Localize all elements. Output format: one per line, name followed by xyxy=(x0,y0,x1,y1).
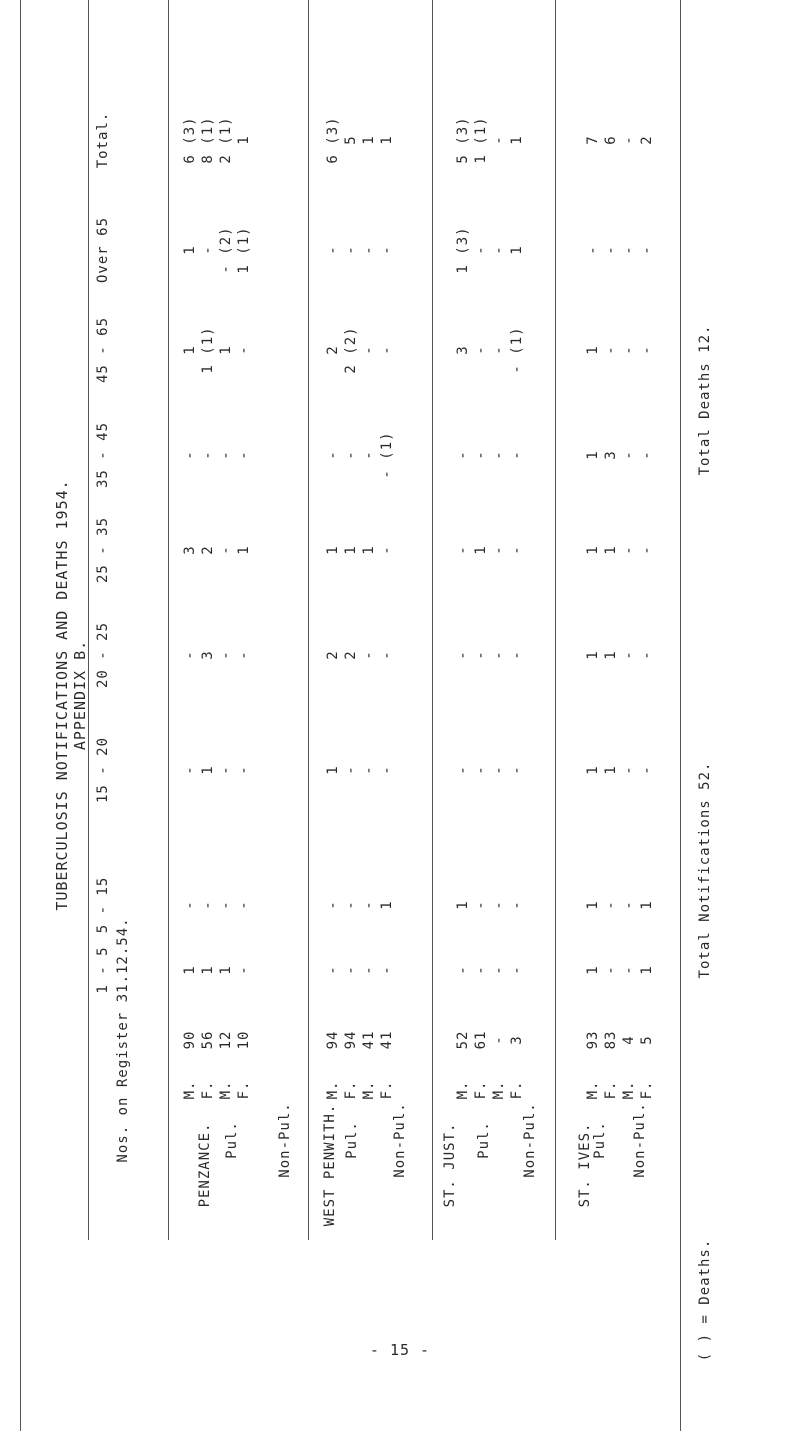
table-cell: - xyxy=(473,345,489,355)
table-cell: - xyxy=(218,650,234,660)
table-cell: 1 xyxy=(218,345,234,355)
table-cell: - xyxy=(200,245,216,255)
table-cell: - xyxy=(491,450,507,460)
table-cell: - xyxy=(491,965,507,975)
table-cell: 2 xyxy=(325,650,341,660)
row-sex-label: F. xyxy=(236,1080,252,1100)
table-cell: 2 xyxy=(200,545,216,555)
table-cell: - (2) xyxy=(218,226,234,274)
table-cell: - xyxy=(509,650,525,660)
table-cell: - xyxy=(491,545,507,555)
table-cell: - xyxy=(182,450,198,460)
page-number: - 15 - xyxy=(369,1341,431,1359)
table-cell: - xyxy=(236,650,252,660)
table-cell: 61 xyxy=(473,1030,489,1050)
table-cell: - xyxy=(455,450,471,460)
table-cell: - xyxy=(509,900,525,910)
table-cell: 1 xyxy=(585,345,601,355)
table-cell: - xyxy=(621,900,637,910)
table-cell: - xyxy=(603,900,619,910)
row-sex-label: F. xyxy=(343,1080,359,1100)
deaths-legend: ( ) = Deaths. xyxy=(697,1238,713,1362)
table-cell: - xyxy=(361,345,377,355)
table-cell: - xyxy=(182,765,198,775)
table-cell: - xyxy=(639,650,655,660)
row-type-label: Non-Pul. xyxy=(632,1102,648,1178)
row-type-label: Pul. xyxy=(344,1121,360,1159)
table-cell: 1 xyxy=(603,650,619,660)
table-cell: 1 xyxy=(603,545,619,555)
column-header-a25_35: 25 - 35 xyxy=(95,516,111,584)
table-cell: - xyxy=(603,245,619,255)
table-cell: 1 xyxy=(379,900,395,910)
table-cell: - xyxy=(218,545,234,555)
table-cell: 1 xyxy=(218,965,234,975)
row-sex-label: M. xyxy=(455,1080,471,1100)
table-cell: 1 xyxy=(473,545,489,555)
table-cell: - xyxy=(218,450,234,460)
table-cell: - xyxy=(379,650,395,660)
table-cell: - xyxy=(236,900,252,910)
table-cell: - xyxy=(343,765,359,775)
table-cell: 1 xyxy=(200,765,216,775)
row-sex-label: M. xyxy=(585,1080,601,1100)
table-cell: - xyxy=(621,650,637,660)
row-sex-label: M. xyxy=(182,1080,198,1100)
table-cell: - xyxy=(361,650,377,660)
table-cell: - xyxy=(473,765,489,775)
table-cell: 1 xyxy=(182,965,198,975)
table-cell: 1 xyxy=(361,135,377,145)
table-cell: 1 (1) xyxy=(236,226,252,274)
table-rule xyxy=(20,0,21,1431)
total-notifications: Total Notifications 52. xyxy=(697,761,713,979)
column-header-over65: Over 65 xyxy=(95,216,111,284)
table-cell: - xyxy=(236,765,252,775)
row-type-label: Non-Pul. xyxy=(277,1102,293,1178)
table-cell: 1 (1) xyxy=(200,326,216,374)
page-title: TUBERCULOSIS NOTIFICATIONS AND DEATHS 1954. xyxy=(53,479,71,911)
column-header-a35_45: 35 - 45 xyxy=(95,421,111,489)
table-cell: - xyxy=(379,965,395,975)
table-rule xyxy=(88,0,89,1240)
table-cell: 1 (1) xyxy=(473,116,489,164)
table-cell: - xyxy=(491,345,507,355)
column-header-a15_20: 15 - 20 xyxy=(95,736,111,804)
table-cell: 1 xyxy=(639,965,655,975)
table-cell: - xyxy=(473,245,489,255)
table-cell: - xyxy=(325,965,341,975)
table-cell: - xyxy=(639,765,655,775)
table-cell: - xyxy=(182,900,198,910)
table-cell: 3 xyxy=(455,345,471,355)
district-name: WEST PENWITH. xyxy=(322,1103,338,1227)
table-cell: 41 xyxy=(361,1030,377,1050)
table-cell: - xyxy=(236,450,252,460)
table-cell: 5 xyxy=(639,1035,655,1045)
table-rule xyxy=(680,0,681,1431)
table-cell: 1 xyxy=(509,245,525,255)
table-cell: 1 xyxy=(182,345,198,355)
table-cell: 93 xyxy=(585,1030,601,1050)
table-cell: - xyxy=(343,450,359,460)
table-cell: 1 xyxy=(236,135,252,145)
table-cell: - xyxy=(603,345,619,355)
table-cell: - xyxy=(621,545,637,555)
row-type-label: Pul. xyxy=(224,1121,240,1159)
table-cell: - xyxy=(491,1035,507,1045)
row-sex-label: F. xyxy=(509,1080,525,1100)
district-name: PENZANCE. xyxy=(197,1122,213,1208)
table-cell: - xyxy=(509,450,525,460)
table-cell: - xyxy=(361,965,377,975)
row-sex-label: M. xyxy=(621,1080,637,1100)
table-cell: - xyxy=(639,545,655,555)
table-cell: 2 (2) xyxy=(343,326,359,374)
column-header-a45_65: 45 - 65 xyxy=(95,316,111,384)
table-cell: 1 xyxy=(379,135,395,145)
table-cell: 1 xyxy=(585,650,601,660)
table-cell: 2 xyxy=(325,345,341,355)
row-sex-label: F. xyxy=(379,1080,395,1100)
table-cell: - xyxy=(379,245,395,255)
table-cell: - xyxy=(639,450,655,460)
table-cell: - xyxy=(236,965,252,975)
table-cell: - xyxy=(509,545,525,555)
table-cell: 6 xyxy=(603,135,619,145)
table-cell: - xyxy=(585,245,601,255)
table-cell: 94 xyxy=(325,1030,341,1050)
table-cell: - xyxy=(361,900,377,910)
table-cell: - xyxy=(491,135,507,145)
table-cell: - xyxy=(473,965,489,975)
table-cell: - xyxy=(473,450,489,460)
table-cell: - xyxy=(639,345,655,355)
row-sex-label: F. xyxy=(603,1080,619,1100)
table-cell: 41 xyxy=(379,1030,395,1050)
table-cell: - xyxy=(343,900,359,910)
table-cell: 1 (3) xyxy=(455,226,471,274)
table-cell: 1 xyxy=(182,245,198,255)
table-cell: - xyxy=(361,765,377,775)
table-rule xyxy=(555,0,556,1240)
total-deaths: Total Deaths 12. xyxy=(697,324,713,476)
table-cell: 4 xyxy=(621,1035,637,1045)
table-cell: 94 xyxy=(343,1030,359,1050)
table-cell: 52 xyxy=(455,1030,471,1050)
table-cell: - xyxy=(218,900,234,910)
district-name: ST. IVES. xyxy=(577,1122,593,1208)
table-cell: 2 xyxy=(639,135,655,145)
row-type-label: Non-Pul. xyxy=(392,1102,408,1178)
row-sex-label: M. xyxy=(361,1080,377,1100)
table-cell: 3 xyxy=(509,1035,525,1045)
table-cell: 5 (3) xyxy=(455,116,471,164)
table-cell: - xyxy=(621,965,637,975)
table-cell: 1 xyxy=(325,545,341,555)
row-sex-label: M. xyxy=(491,1080,507,1100)
table-cell: - xyxy=(491,765,507,775)
table-cell: 90 xyxy=(182,1030,198,1050)
table-cell: 1 xyxy=(361,545,377,555)
column-header-a1_5: 1 - 5 xyxy=(95,946,111,994)
column-header-nos: Nos. on Register 31.12.54. xyxy=(115,917,131,1163)
table-cell: 1 xyxy=(236,545,252,555)
table-cell: 1 xyxy=(585,450,601,460)
table-cell: 1 xyxy=(585,765,601,775)
table-cell: - xyxy=(603,965,619,975)
table-cell: - xyxy=(621,135,637,145)
table-cell: 3 xyxy=(200,650,216,660)
table-cell: - xyxy=(200,900,216,910)
table-cell: - (1) xyxy=(509,326,525,374)
table-cell: 7 xyxy=(585,135,601,145)
table-cell: 12 xyxy=(218,1030,234,1050)
table-cell: - xyxy=(325,245,341,255)
column-header-a20_25: 20 - 25 xyxy=(95,621,111,689)
table-cell: - xyxy=(236,345,252,355)
district-name: ST. JUST. xyxy=(442,1122,458,1208)
table-cell: - xyxy=(621,245,637,255)
table-cell: - xyxy=(343,245,359,255)
table-cell: 1 xyxy=(325,765,341,775)
table-rule xyxy=(308,0,309,1240)
table-cell: - xyxy=(473,900,489,910)
table-cell: - xyxy=(218,765,234,775)
table-cell: - xyxy=(200,450,216,460)
table-cell: 6 (3) xyxy=(182,116,198,164)
table-cell: 1 xyxy=(603,765,619,775)
table-cell: 1 xyxy=(585,900,601,910)
table-cell: - xyxy=(455,545,471,555)
table-cell: - xyxy=(361,245,377,255)
table-cell: 83 xyxy=(603,1030,619,1050)
column-header-a5_15: 5 - 15 xyxy=(95,876,111,934)
table-cell: - xyxy=(455,765,471,775)
table-cell: - xyxy=(509,765,525,775)
table-cell: - xyxy=(639,245,655,255)
table-cell: - (1) xyxy=(379,431,395,479)
table-cell: - xyxy=(621,450,637,460)
table-cell: - xyxy=(621,765,637,775)
table-cell: - xyxy=(491,245,507,255)
table-cell: - xyxy=(379,345,395,355)
table-cell: - xyxy=(455,965,471,975)
table-cell: - xyxy=(182,650,198,660)
appendix-heading: APPENDIX B. xyxy=(71,639,89,751)
table-cell: 1 xyxy=(585,965,601,975)
table-cell: - xyxy=(379,765,395,775)
row-type-label: Pul. xyxy=(476,1121,492,1159)
row-sex-label: M. xyxy=(325,1080,341,1100)
row-sex-label: F. xyxy=(639,1080,655,1100)
table-cell: 1 xyxy=(455,900,471,910)
table-rule xyxy=(432,0,433,1240)
table-cell: - xyxy=(325,900,341,910)
table-cell: - xyxy=(491,650,507,660)
table-rule xyxy=(168,0,169,1240)
table-cell: 1 xyxy=(343,545,359,555)
table-cell: 3 xyxy=(603,450,619,460)
table-cell: - xyxy=(361,450,377,460)
table-cell: - xyxy=(621,345,637,355)
table-cell: - xyxy=(473,650,489,660)
table-cell: 1 xyxy=(585,545,601,555)
row-sex-label: M. xyxy=(218,1080,234,1100)
table-cell: - xyxy=(509,965,525,975)
table-cell: 8 (1) xyxy=(200,116,216,164)
table-cell: - xyxy=(343,965,359,975)
column-header-total: Total. xyxy=(95,111,111,169)
table-cell: 1 xyxy=(509,135,525,145)
table-cell: 3 xyxy=(182,545,198,555)
table-cell: 1 xyxy=(639,900,655,910)
row-sex-label: F. xyxy=(473,1080,489,1100)
table-cell: - xyxy=(491,900,507,910)
table-cell: - xyxy=(379,545,395,555)
table-cell: 2 (1) xyxy=(218,116,234,164)
row-type-label: Pul. xyxy=(592,1121,608,1159)
row-sex-label: F. xyxy=(200,1080,216,1100)
table-cell: 5 xyxy=(343,135,359,145)
table-cell: 2 xyxy=(343,650,359,660)
row-type-label: Non-Pul. xyxy=(522,1102,538,1178)
table-cell: 6 (3) xyxy=(325,116,341,164)
table-cell: - xyxy=(455,650,471,660)
table-cell: 56 xyxy=(200,1030,216,1050)
table-cell: 10 xyxy=(236,1030,252,1050)
table-cell: - xyxy=(325,450,341,460)
table-cell: 1 xyxy=(200,965,216,975)
